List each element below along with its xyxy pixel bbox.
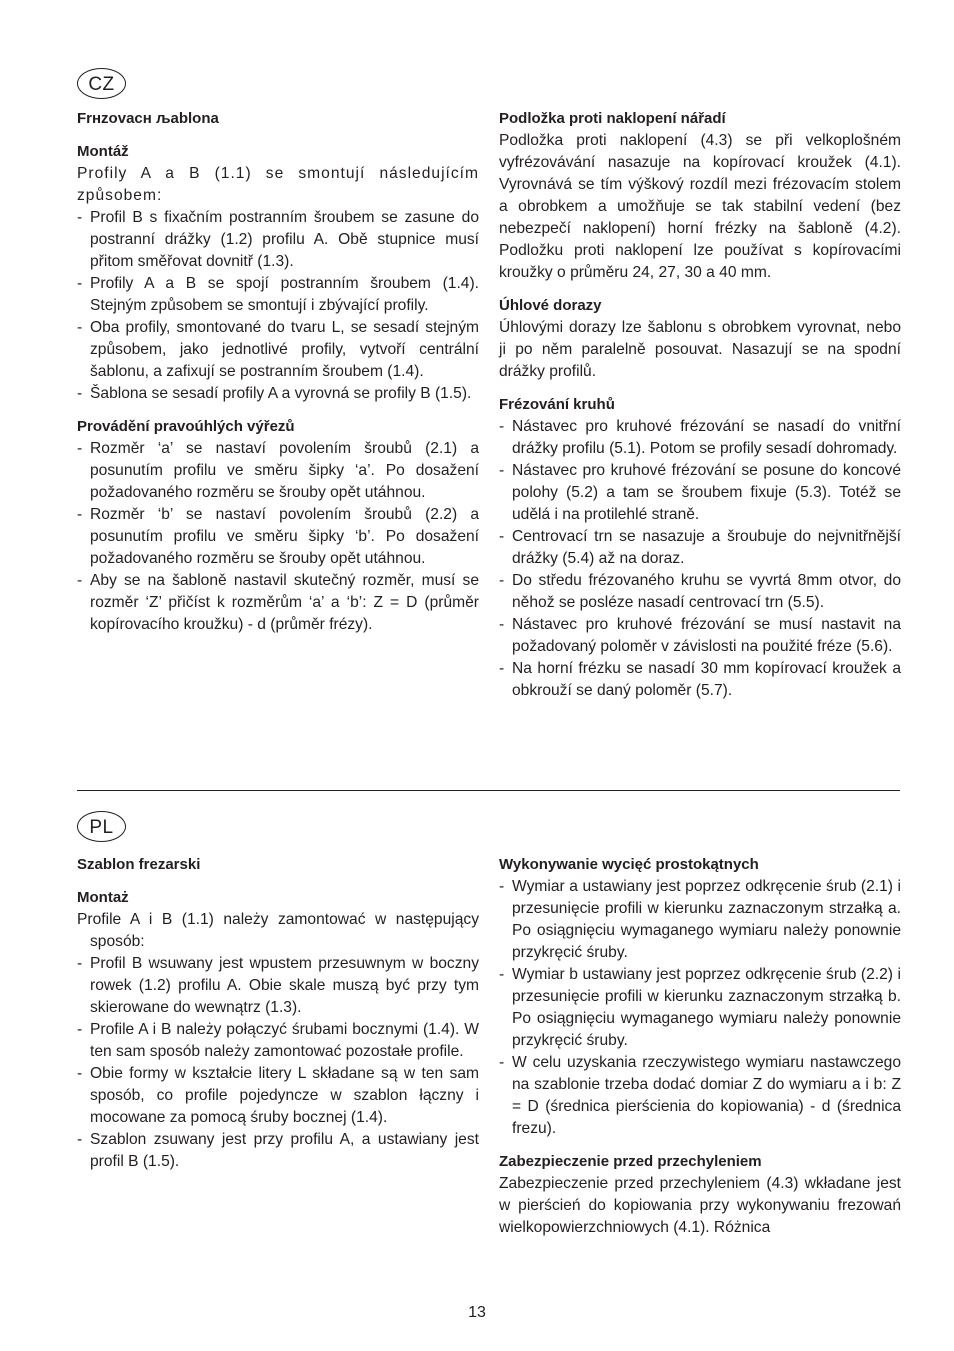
pl-right-column	[499, 854, 901, 1239]
list-item: - Centrovací trn se nasazuje a šroubuje do nejvnitřnější drážky (5.4) až na doraz.	[499, 526, 901, 570]
list-item: - Nástavec pro kruhové frézování se musí nastavit na požadovaný poloměr v závislosti na použité fréze (5.6).	[499, 614, 901, 658]
list-item: - Wymiar a ustawiany jest poprzez odkręcenie śrub (2.1) i przesunięcie profili w kierunku zaznaczonym strzałką a. Po osiągnięciu wymaganego wymiaru należy ponownie przykręcić śruby.	[499, 876, 901, 964]
list-item: - Nástavec pro kruhové frézování se nasadí do vnitřní drážky profilu (5.1). Potom se profily sesadí dohromady.	[499, 416, 901, 460]
list-item: - Profil B wsuwany jest wpustem przesuwnym w boczny rowek (1.2) profilu A. Obie skale muszą być przy tym skierowane do wewnątrz (1.3).	[77, 953, 479, 1019]
list-item: - Oba profily, smontované do tvaru L, se sesadí stejným způsobem, jako jednotlivé profily, vytvoří centrální šablonu, a zafixují se postranním šroubem (1.4).	[77, 317, 479, 383]
list-item: - Profile A i B należy połączyć śrubami bocznymi (1.4). W ten sam sposób należy zamontować pozostałe profile.	[77, 1019, 479, 1063]
support-heading: Podložka proti naklopení nářadí	[499, 110, 726, 127]
mount-heading: Montaż	[77, 889, 129, 906]
tilt-text: Zabezpieczenie przed przechyleniem (4.3) wkładane jest w pierścień do kopiowania przy wykonywaniu frezowań wielkopowierzchniowych (4.1). Różnica	[499, 1175, 901, 1236]
list-item: - Wymiar b ustawiany jest poprzez odkręcenie śrub (2.2) i przesunięcie profili w kierunku zaznaczonym strzałką b. Po osiągnięciu wymaganego wymiaru należy ponownie przykręcić śruby.	[499, 964, 901, 1052]
list-item: - Profil B s fixačním postranním šroubem se zasune do postranní drážky (1.2) profilu A. Obě stupnice musí přitom směřovat dovnitř (1.3).	[77, 207, 479, 273]
list-item: - W celu uzyskania rzeczywistego wymiaru nastawczego na szablonie trzeba dodać domiar Z do wymiaru a i b: Z = D (średnica pierścienia do kopiowania) - d (średnica frezu).	[499, 1052, 901, 1140]
mount-heading: Montáž	[77, 143, 129, 160]
language-badge-cz: CZ	[77, 68, 126, 99]
mount-list	[77, 207, 479, 405]
list-item: - Do středu frézovaného kruhu se vyvrtá 8mm otvor, do něhož se posléze nasadí centrovací trn (5.5).	[499, 570, 901, 614]
stops-text: Úhlovými dorazy lze šablonu s obrobkem vyrovnat, nebo ji po něm paralelně posouvat. Nasazují se na spodní drážky profilů.	[499, 319, 901, 380]
list-item: - Rozměr ‘a’ se nastaví povolením šroubů (2.1) a posunutím profilu ve směru šipky ‘a’. Po dosažení požadovaného rozměru se šrouby opět utáhnou.	[77, 438, 479, 504]
list-item: - Rozměr ‘b’ se nastaví povolením šroubů (2.2) a posunutím profilu ve směru šipky ‘b’. Po dosažení požadovaného rozměru se šrouby opět utáhnou.	[77, 504, 479, 570]
list-item: - Aby se na šabloně nastavil skutečný rozměr, musí se rozměr ‘Z’ přičíst k rozměrům ‘a’ a ‘b’: Z = D (průměr kopírovacího kroužku) - d (průměr frézy).	[77, 570, 479, 636]
support-text: Podložka proti naklopení (4.3) se při velkoplošném vyfrézovávání nasazuje na kopírovací kroužek (4.1). Vyrovnává se tím výškový rozdíl mezi frézovacím stolem a obrobkem a umožňuje se tak stabilní vedení (bez nebezpečí naklopení) horní frézky na šabloně (4.2). Podložku proti naklopení lze používat s kopírovacími kroužky o průměru 24, 27, 30 a 40 mm.	[499, 132, 901, 281]
cuts-list	[499, 876, 901, 1140]
cuts-list	[77, 438, 479, 636]
cuts-heading: Wykonywanie wycięć prostokątnych	[499, 856, 759, 873]
mount-list	[77, 953, 479, 1173]
cz-right-column	[499, 108, 901, 702]
page-number: 13	[468, 1304, 486, 1321]
tilt-heading: Zabezpieczenie przed przechyleniem	[499, 1153, 762, 1170]
stops-heading: Úhlové dorazy	[499, 297, 602, 314]
list-item: - Szablon zsuwany jest przy profilu A, a ustawiany jest profil B (1.5).	[77, 1129, 479, 1173]
mount-intro: Profily A a B (1.1) se smontují následujícím způsobem:	[77, 165, 479, 204]
list-item: - Profily A a B se spojí postranním šroubem (1.4). Stejným způsobem se smontují i zbývající profily.	[77, 273, 479, 317]
language-badge-pl: PL	[77, 811, 126, 842]
pl-left-column	[77, 854, 479, 1173]
mount-intro: Profile A i B (1.1) należy zamontować w następujący sposób:	[77, 911, 479, 950]
cz-left-column	[77, 108, 479, 636]
list-item: - Nástavec pro kruhové frézování se posune do koncové polohy (5.2) a tam se šroubem fixuje (5.3). Totéž se udělá i na protilehlé straně.	[499, 460, 901, 526]
section-divider	[77, 790, 900, 791]
list-item: - Na horní frézku se nasadí 30 mm kopírovací kroužek a obkrouží se daný poloměr (5.7).	[499, 658, 901, 702]
cuts-heading: Provádění pravoúhlých výřezů	[77, 418, 295, 435]
list-item: - Obie formy w kształcie litery L składane są w ten sam sposób, co profile pojedyncze w szablon łączny i mocowane za pomocą śruby bocznej (1.4).	[77, 1063, 479, 1129]
list-item: - Šablona se sesadí profily A a vyrovná se profily B (1.5).	[77, 383, 479, 405]
circles-list	[499, 416, 901, 702]
circles-heading: Frézování kruhů	[499, 396, 615, 413]
section-title: Szablon frezarski	[77, 856, 201, 873]
section-title: Frнzovacн љablona	[77, 110, 219, 127]
